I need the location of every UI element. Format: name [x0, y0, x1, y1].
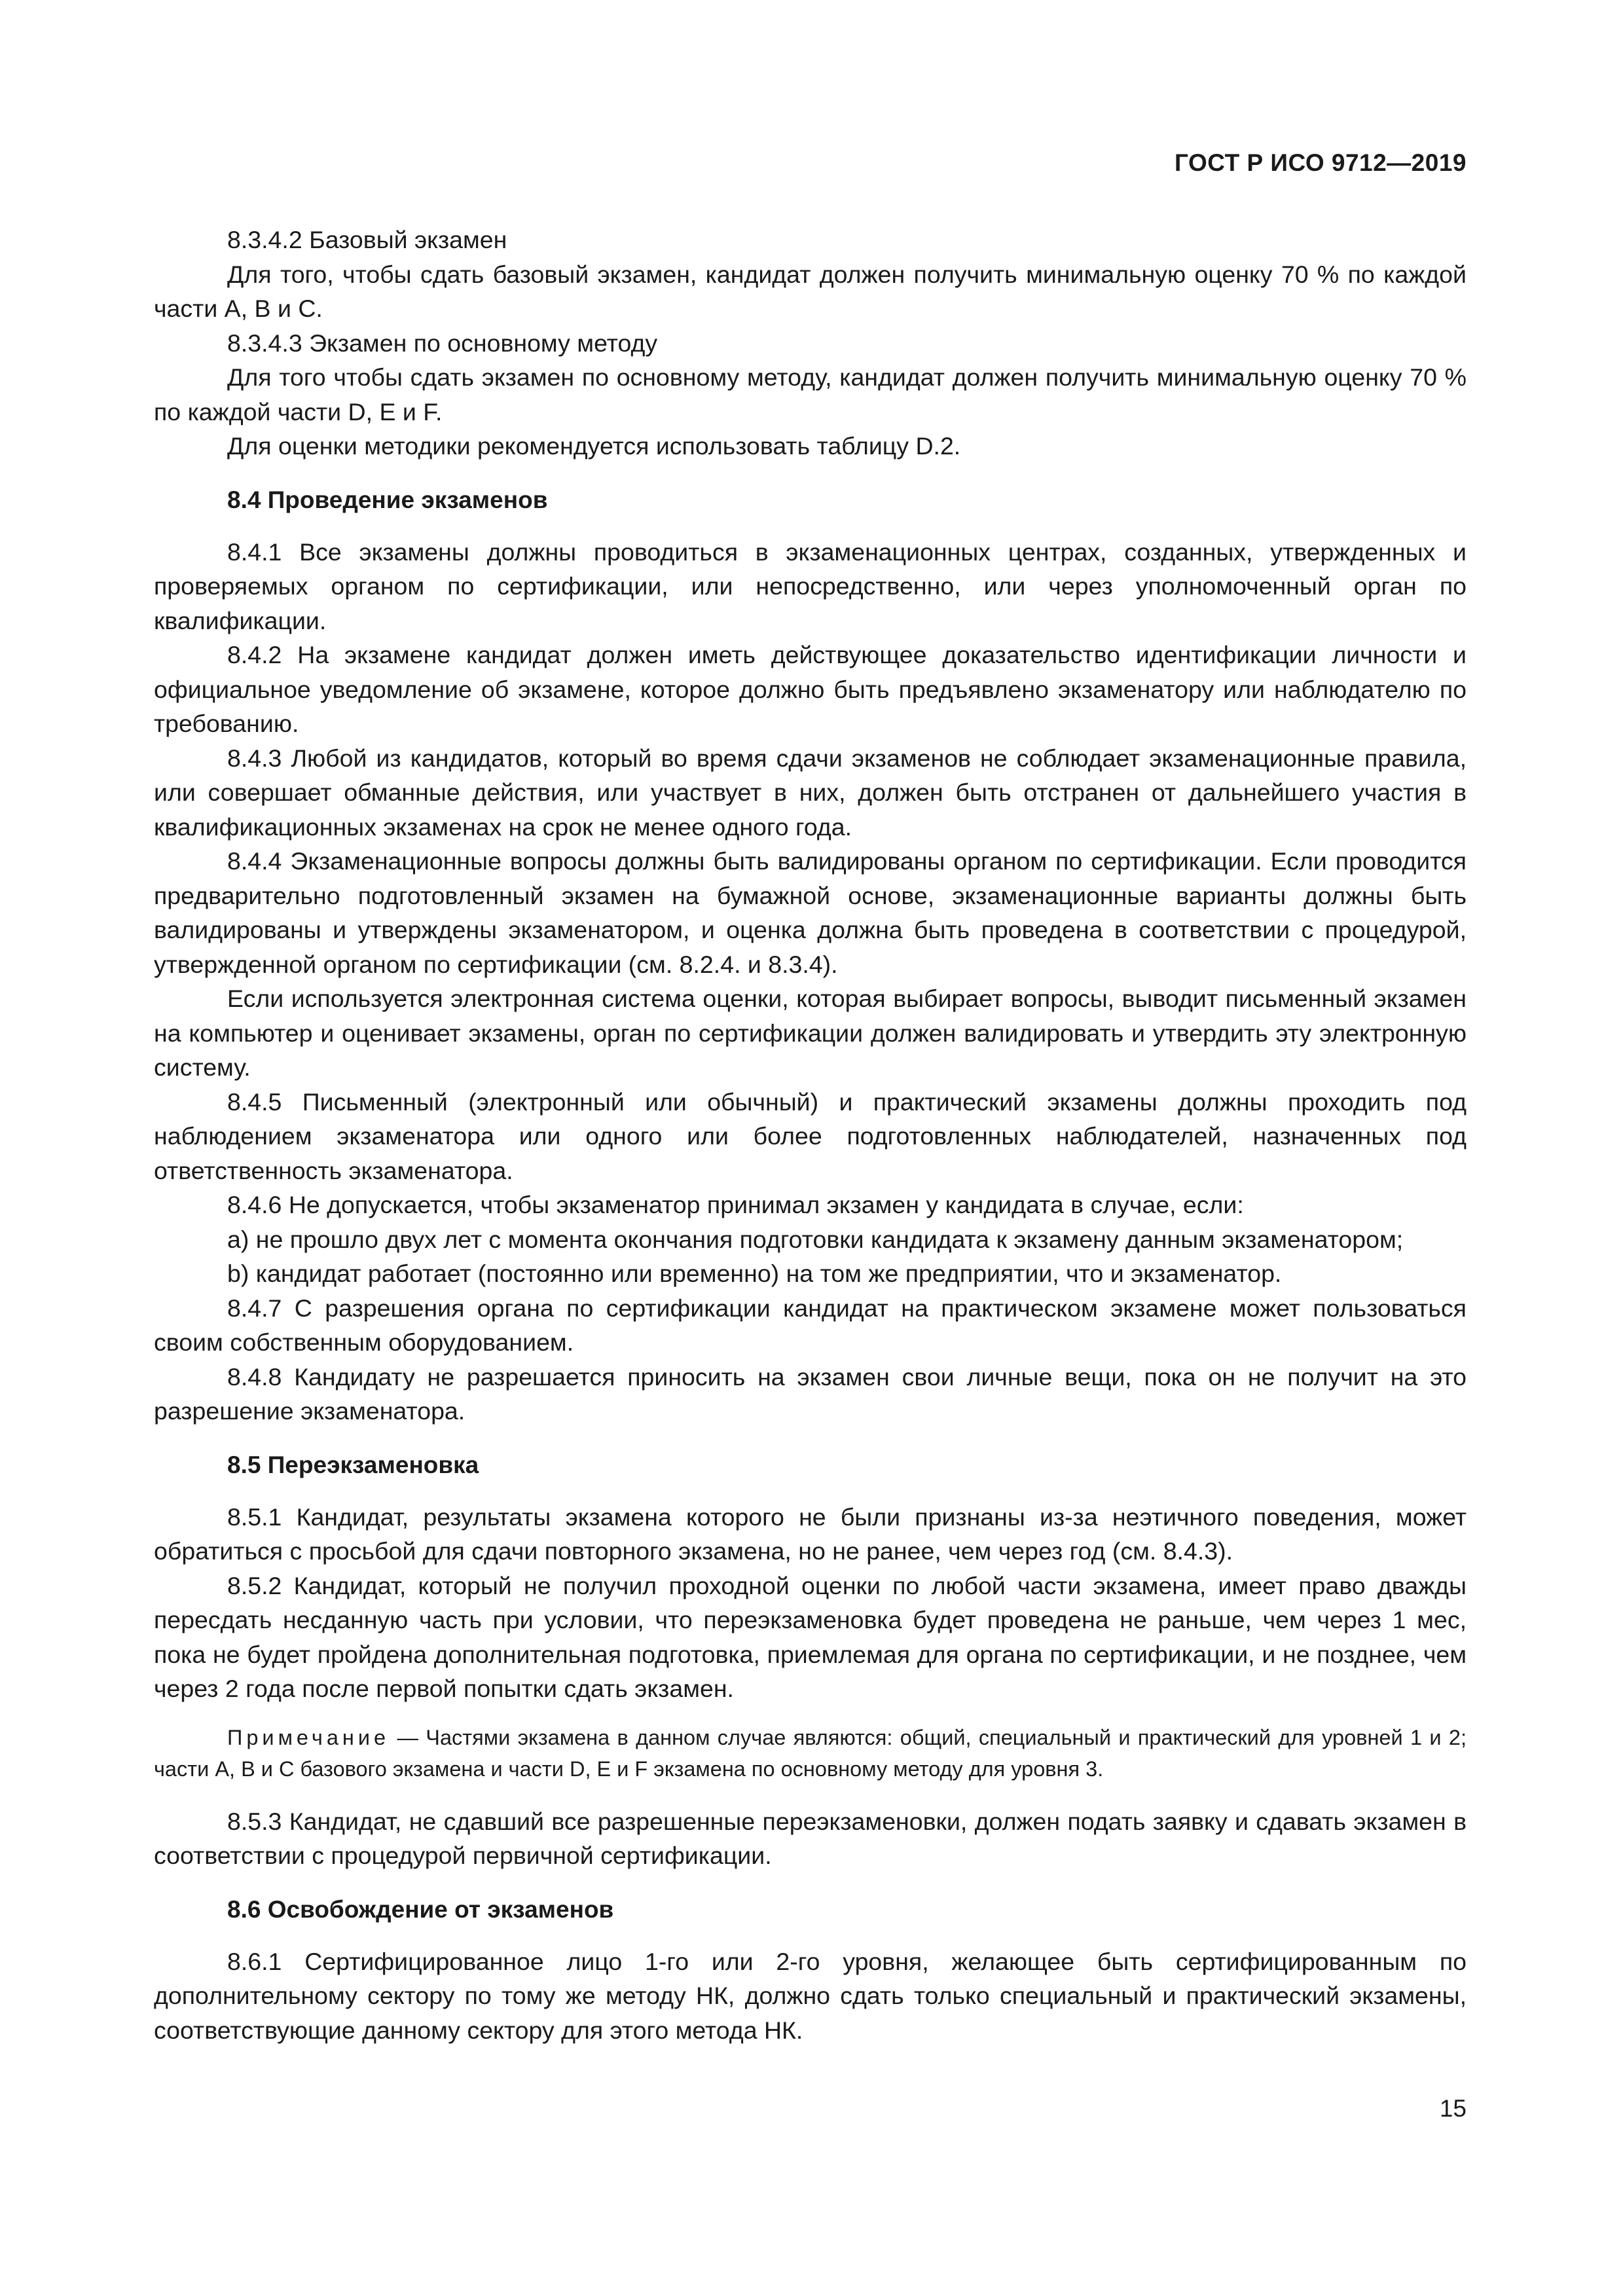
note-label: Примечание — [227, 1725, 390, 1749]
clause-8-5-3: 8.5.3 Кандидат, не сдавший все разрешенные переэкзаменовки, должен подать заявку и сдавать экзамен в соответствии с процедурой первичной сертификации. — [154, 1807, 1467, 1869]
clause-8-4-1: 8.4.1 Все экзамены должны проводиться в экзаменационных центрах, созданных, утвержденных и проверяемых органом по сертификации, или непосредственно, или через уполномоченный орган по квалификации. — [154, 538, 1467, 634]
clause-8-5-2: 8.5.2 Кандидат, который не получил проходной оценки по любой части экзамена, имеет право дважды пересдать несданную часть при условии, что переэкзаменовка будет проведена не раньше, чем через 1 мес, пока не будет пройдена дополнительная подготовка, приемлемая для органа по сертификации, и не позднее, чем через 2 года после первой попытки сдать экзамен. — [154, 1571, 1467, 1702]
clause-8-3-4-3-text: Для того чтобы сдать экзамен по основному методу, кандидат должен получить минимальную оценку 70 % по каждой части D, Е и F. — [154, 363, 1467, 426]
section-8-4-heading: 8.4 Проведение экзаменов — [227, 486, 548, 513]
clause-8-3-4-3-title: 8.3.4.3 Экзамен по основному методу — [227, 329, 658, 357]
clause-8-4-2: 8.4.2 На экзамене кандидат должен иметь действующее доказательство идентификации личности и официальное уведомление об экзамене, которое должно быть предъявлено экзаменатору или наблюдателю по требованию. — [154, 641, 1467, 737]
clause-8-4-5: 8.4.5 Письменный (электронный или обычный) и практический экзамены должны проходить под наблюдением экзаменатора или одного или более подготовленных наблюдателей, назначенных под ответственность экзаменатора. — [154, 1087, 1467, 1184]
clause-8-4-4-continued: Если используется электронная система оценки, которая выбирает вопросы, выводит письменный экзамен на компьютер и оценивает экзамены, орган по сертификации должен валидировать и утвердить эту электронную систему. — [154, 985, 1467, 1081]
clause-8-6-1: 8.6.1 Сертифицированное лицо 1-го или 2-го уровня, желающее быть сертифицированным по дополнительному сектору по тому же методу НК, должно сдать только специальный и практический экзамены, соответствующие данному сектору для этого метода НК. — [154, 1947, 1467, 2044]
clause-8-3-4-2-title: 8.3.4.2 Базовый экзамен — [227, 226, 507, 253]
document-body — [154, 223, 1467, 2047]
note — [154, 1722, 1467, 1785]
document-header: ГОСТ Р ИСО 9712—2019 — [1175, 149, 1467, 176]
clause-8-4-6: 8.4.6 Не допускается, чтобы экзаменатор принимал экзамен у кандидата в случае, если: — [227, 1191, 1244, 1218]
note-text: — Частями экзамена в данном случае являются: общий, специальный и практический для уровней 1 и 2; части А, В и С базового экзамена и части D, Е и F экзамена по основному методу для уровня 3. — [154, 1725, 1467, 1781]
clause-8-3-4-3-table-ref: Для оценки методики рекомендуется использовать таблицу D.2. — [227, 432, 961, 460]
section-8-5-heading: 8.5 Переэкзаменовка — [227, 1451, 479, 1478]
clause-8-4-3: 8.4.3 Любой из кандидатов, который во время сдачи экзаменов не соблюдает экзаменационные правила, или совершает обманные действия, или участвует в них, должен быть отстранен от дальнейшего участия в квалификационных экзаменах на срок не менее одного года. — [154, 744, 1467, 841]
clause-8-4-8: 8.4.8 Кандидату не разрешается приносить на экзамен свои личные вещи, пока он не получит на это разрешение экзаменатора. — [154, 1362, 1467, 1425]
document-page — [154, 0, 1467, 2296]
clause-8-3-4-2-text: Для того, чтобы сдать базовый экзамен, кандидат должен получить минимальную оценку 70 % по каждой части А, В и С. — [154, 260, 1467, 322]
clause-8-4-7: 8.4.7 С разрешения органа по сертификации кандидат на практическом экзамене может пользоваться своим собственным оборудованием. — [154, 1294, 1467, 1356]
page-number: 15 — [1439, 2095, 1467, 2122]
section-8-6-heading: 8.6 Освобождение от экзаменов — [227, 1895, 614, 1923]
clause-8-4-6-item-a: а) не прошло двух лет с момента окончания подготовки кандидата к экзамену данным экзаменатором; — [227, 1225, 1404, 1253]
clause-8-4-6-item-b: b) кандидат работает (постоянно или временно) на том же предприятии, что и экзаменатор. — [227, 1260, 1282, 1287]
clause-8-4-4: 8.4.4 Экзаменационные вопросы должны быть валидированы органом по сертификации. Если проводится предварительно подготовленный экзамен на бумажной основе, экзаменационные варианты должны быть валидированы и утверждены экзаменатором, и оценка должна быть проведена в соответствии с процедурой, утвержденной органом по сертификации (см. 8.2.4. и 8.3.4). — [154, 847, 1467, 978]
clause-8-5-1: 8.5.1 Кандидат, результаты экзамена которого не были признаны из-за неэтичного поведения, может обратиться с просьбой для сдачи повторного экзамена, но не ранее, чем через год (см. 8.4.3). — [154, 1503, 1467, 1565]
